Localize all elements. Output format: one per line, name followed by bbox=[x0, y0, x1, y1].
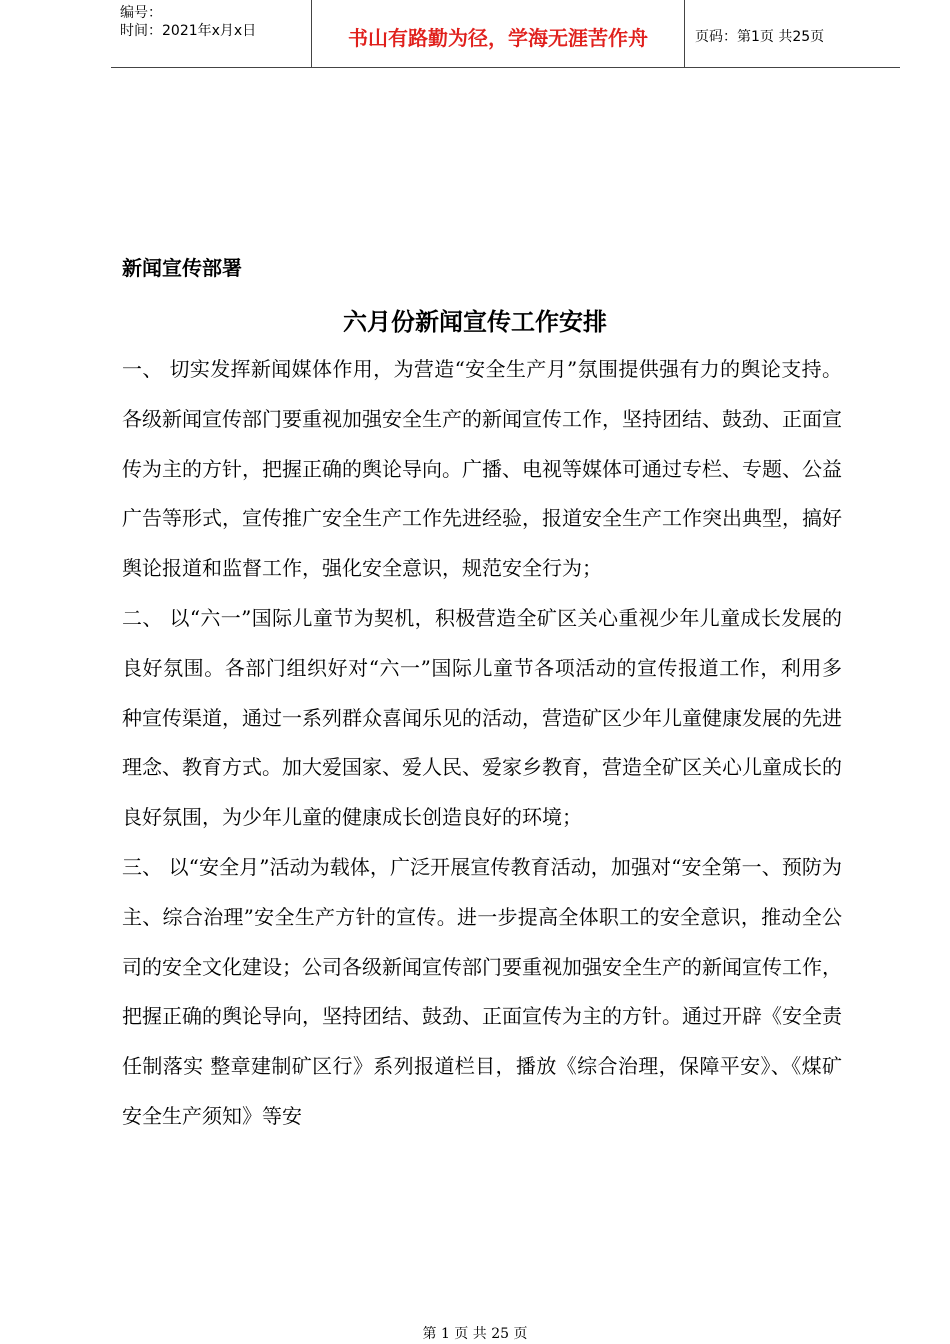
department-heading: 新闻宣传部署 bbox=[122, 256, 242, 280]
document-body bbox=[122, 345, 842, 1142]
paragraph-2: 二、 以“六一”国际儿童节为契机，积极营造全矿区关心重视少年儿童成长发展的良好氛围。各部门组织好对“六一”国际儿童节各项活动的宣传报道工作，利用多种宣传渠道，通过一系列群众喜闻乐见的活动，营造矿区少年儿童健康发展的先进理念、教育方式。加大爱国家、爱人民、爱家乡教育，营造全矿区关心儿童成长的良好氛围，为少年儿童的健康成长创造良好的环境； bbox=[122, 605, 842, 830]
header-meta bbox=[111, 0, 312, 67]
header-page-info: 页码：第1页 共25页 bbox=[695, 29, 825, 45]
number-label: 编号： bbox=[120, 5, 162, 21]
header-motto: 书山有路勤为径，学海无涯苦作舟 bbox=[312, 0, 685, 67]
page-footer: 第 1 页 共 25 页 bbox=[422, 1326, 528, 1342]
document-title: 六月份新闻宣传工作安排 bbox=[343, 308, 607, 336]
time-label: 时间：2021年x月x日 bbox=[120, 23, 257, 39]
paragraph-3: 三、 以“安全月”活动为载体，广泛开展宣传教育活动，加强对“安全第一、预防为主、综合治理”安全生产方针的宣传。进一步提高全体职工的安全意识，推动全公司的安全文化建设；公司各级新闻宣传部门要重视加强安全生产的新闻宣传工作，把握正确的舆论导向，坚持团结、鼓劲、正面宣传为主的方针。通过开辟《安全责任制落实 整章建制矿区行》系列报道栏目，播放《综合治理，保障平安》、《煤矿安全生产须知》等安 bbox=[122, 854, 842, 1128]
paragraph-1: 一、 切实发挥新闻媒体作用，为营造“安全生产月”氛围提供强有力的舆论支持。各级新闻宣传部门要重视加强安全生产的新闻宣传工作，坚持团结、鼓劲、正面宣传为主的方针，把握正确的舆论导向。广播、电视等媒体可通过专栏、专题、公益广告等形式，宣传推广安全生产工作先进经验，报道安全生产工作突出典型，搞好舆论报道和监督工作，强化安全意识，规范安全行为； bbox=[122, 357, 842, 581]
page-header bbox=[111, 0, 900, 68]
